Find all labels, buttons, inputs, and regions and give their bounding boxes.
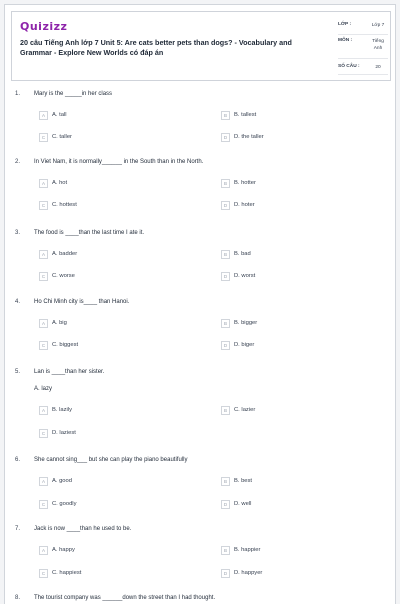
option-letter: B — [221, 546, 230, 555]
question-number: 4. — [15, 299, 21, 305]
option-letter: D — [221, 500, 230, 509]
question-number: 3. — [15, 230, 21, 236]
option-letter: C — [39, 272, 48, 281]
meta-count-value: 20 — [375, 65, 381, 70]
option-letter: C — [39, 341, 48, 350]
option-letter: A — [39, 250, 48, 259]
worksheet-title: 20 câu Tiếng Anh lớp 7 Unit 5: Are cats better pets than dogs? - Vocabulary and Grammar - Explore New Worlds có đáp án — [20, 38, 292, 57]
option-text: A. tall — [52, 112, 67, 118]
worksheet-header — [11, 11, 391, 81]
option-letter: D — [221, 341, 230, 350]
option-text: B. happier — [234, 547, 261, 553]
option-letter: C — [39, 429, 48, 438]
meta-count-label: SỐ CÂU : — [338, 64, 360, 69]
option-text: B. tallest — [234, 112, 257, 118]
quizizz-logo: Quizizz — [20, 20, 68, 33]
option-text: C. happiest — [52, 570, 82, 576]
question-text: The food is ____than the last time I ate it. — [34, 230, 145, 236]
option-text: A. good — [52, 478, 72, 484]
question-text: The tourist company was ______down the street than I had thought. — [34, 595, 216, 601]
option-letter: C — [39, 201, 48, 210]
question-text: Ho Chi Minh city is____ than Hanoi. — [34, 299, 130, 305]
option-letter: C — [39, 500, 48, 509]
option-text: D. hoter — [234, 202, 255, 208]
meta-divider — [338, 58, 388, 59]
option-text: D. biger — [234, 342, 255, 348]
question-number: 2. — [15, 159, 21, 165]
option-letter: B — [221, 319, 230, 328]
meta-grade-label: LỚP : — [338, 22, 352, 27]
option-text: A. badder — [52, 251, 78, 257]
question-number: 8. — [15, 595, 21, 601]
option-text: C. hottest — [52, 202, 77, 208]
meta-subject-label: MÔN : — [338, 38, 353, 43]
option-text: B. bigger — [234, 320, 258, 326]
option-text: D. happyer — [234, 570, 263, 576]
option-letter: B — [221, 406, 230, 415]
option-text: B. best — [234, 478, 253, 484]
question-text: She cannot sing___ but she can play the piano beautifully — [34, 457, 188, 463]
option-letter: A — [39, 319, 48, 328]
option-letter: C — [39, 133, 48, 142]
option-letter: A — [39, 406, 48, 415]
option-text: C. worse — [52, 273, 75, 279]
worksheet-page — [4, 4, 396, 604]
option-letter: A — [39, 546, 48, 555]
question-text: Lan is ____than her sister. — [34, 369, 105, 375]
meta-divider — [338, 34, 388, 35]
option-letter: B — [221, 179, 230, 188]
question-text: In Viet Nam, it is normally______ in the South than in the North. — [34, 159, 204, 165]
option-text: B. hotter — [234, 180, 256, 186]
question-number: 1. — [15, 91, 21, 97]
option-text: D. the taller — [234, 134, 264, 140]
option-letter: A — [39, 111, 48, 120]
question-text: Mary is the _____in her class — [34, 91, 113, 97]
question-number: 5. — [15, 369, 21, 375]
question-number: 7. — [15, 526, 21, 532]
option-letter: B — [221, 477, 230, 486]
question-number: 6. — [15, 457, 21, 463]
question-subtext: A. lazy — [34, 386, 53, 392]
option-letter: B — [221, 250, 230, 259]
option-text: B. lazily — [52, 407, 72, 413]
option-letter: A — [39, 179, 48, 188]
option-letter: B — [221, 111, 230, 120]
question-text: Jack is now ____than he used to be. — [34, 526, 132, 532]
option-text: C. taller — [52, 134, 72, 140]
meta-grade-value: Lớp 7 — [371, 23, 385, 28]
option-text: D. well — [234, 501, 252, 507]
option-text: B. bad — [234, 251, 251, 257]
option-text: C. biggest — [52, 342, 79, 348]
option-letter: D — [221, 133, 230, 142]
option-text: A. happy — [52, 547, 75, 553]
option-text: D. worst — [234, 273, 256, 279]
option-text: A. big — [52, 320, 67, 326]
option-text: C. lazier — [234, 407, 256, 413]
option-letter: D — [221, 272, 230, 281]
option-letter: D — [221, 201, 230, 210]
option-letter: A — [39, 477, 48, 486]
option-letter: D — [221, 569, 230, 578]
option-text: C. goodly — [52, 501, 77, 507]
option-text: A. hot — [52, 180, 68, 186]
meta-divider — [338, 74, 388, 75]
option-letter: C — [39, 569, 48, 578]
meta-subject-value: Tiếng Anh — [372, 39, 384, 51]
option-text: D. laziest — [52, 430, 76, 436]
